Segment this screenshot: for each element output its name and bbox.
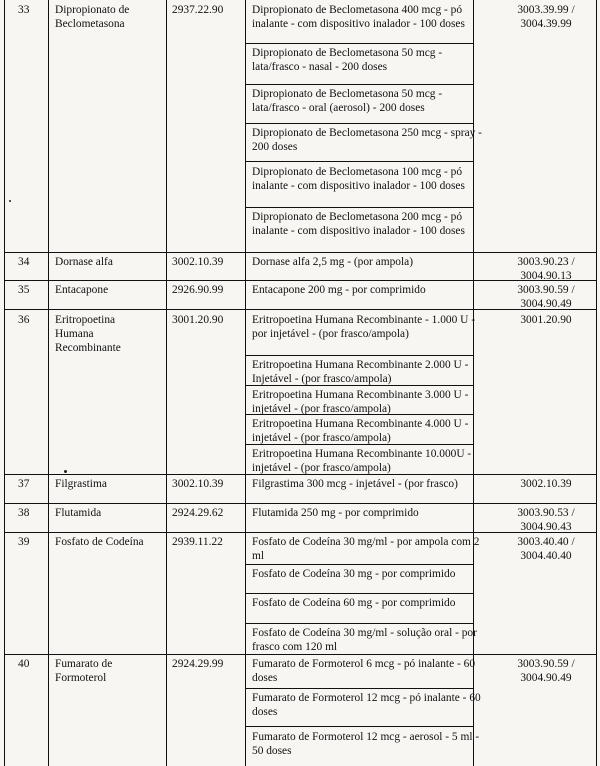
drug-code: 3001.20.90	[172, 314, 224, 326]
drug-code: 2924.29.99	[172, 658, 224, 670]
presentation: Fumarato de Formoterol 6 mcg - pó inalante - 60 doses	[252, 658, 476, 684]
item-separator	[245, 726, 474, 727]
presentation: Fosfato de Codeína 30 mg/ml - solução oral - por frasco com 120 ml	[252, 627, 477, 653]
item-separator	[245, 43, 474, 44]
column-divider	[48, 0, 49, 766]
presentation: Fosfato de Codeína 30 mg - por comprimido	[252, 568, 456, 580]
drug-name: Fosfato de Codeína	[55, 536, 144, 548]
drug-name: Filgrastima	[55, 478, 107, 490]
drug-code: 2926.90.99	[172, 284, 224, 296]
presentation: Dornase alfa 2,5 mg - (por ampola)	[252, 256, 413, 268]
row-number: 34	[18, 256, 30, 268]
presentation: Dipropionato de Beclometasona 400 mcg - pó inalante - com dispositivo inalador - 100 doses	[252, 4, 465, 30]
row-number: 37	[18, 478, 30, 490]
row-separator	[4, 503, 597, 504]
ncm-code: 3003.90.59 / 3004.90.49	[517, 284, 575, 310]
drug-name: Dornase alfa	[55, 256, 113, 268]
drug-name: Eritropoetina Humana Recombinante	[55, 314, 121, 354]
ncm-code: 3003.90.59 / 3004.90.49	[517, 658, 575, 684]
presentation: Eritropoetina Humana Recombinante - 1.000 U - por injetável - (por frasco/ampola)	[252, 314, 476, 340]
item-separator	[245, 688, 474, 689]
presentation: Dipropionato de Beclometasona 50 mcg - lata/frasco - oral (aerosol) - 200 doses	[252, 88, 443, 114]
row-number: 40	[18, 658, 30, 670]
row-number: 33	[18, 4, 30, 16]
presentation: Filgrastima 300 mcg - injetável - (por frasco)	[252, 478, 458, 490]
row-separator	[4, 654, 597, 655]
item-separator	[245, 123, 474, 124]
drug-name: Dipropionato de Beclometasona	[55, 4, 130, 30]
drug-name: Flutamida	[55, 507, 102, 519]
presentation: Fumarato de Formoterol 12 mcg - aerosol - 5 ml - 50 doses	[252, 731, 480, 757]
row-number: 38	[18, 507, 30, 519]
row-number: 35	[18, 284, 30, 296]
scan-speck	[64, 470, 67, 473]
presentation: Fumarato de Formoterol 12 mcg - pó inalante - 60 doses	[252, 692, 481, 718]
item-separator	[245, 593, 474, 594]
ncm-code: 3003.40.40 / 3004.40.40	[517, 536, 575, 562]
presentation: Entacapone 200 mg - por comprimido	[252, 284, 426, 296]
ncm-code: 3003.90.23 / 3004.90.13	[517, 256, 575, 282]
row-separator	[4, 252, 597, 253]
table-border-left	[4, 0, 5, 766]
item-separator	[245, 355, 474, 356]
presentation: Eritropoetina Humana Recombinante 4.000 U - injetável - (por frasco/ampola)	[252, 418, 469, 444]
ncm-code: 3001.20.90	[520, 314, 572, 326]
ncm-code: 3003.39.99 / 3004.39.99	[517, 4, 575, 30]
ncm-code: 3003.90.53 / 3004.90.43	[517, 507, 575, 533]
presentation: Eritropoetina Humana Recombinante 3.000 U - injetável - (por frasco/ampola)	[252, 389, 469, 415]
presentation: Dipropionato de Beclometasona 200 mcg - pó inalante - com dispositivo inalador - 100 doses	[252, 211, 465, 237]
column-divider	[166, 0, 167, 766]
scan-speck	[9, 200, 11, 202]
presentation: Fosfato de Codeína 30 mg/ml - por ampola com 2 ml	[252, 536, 480, 562]
ncm-code: 3002.10.39	[520, 478, 572, 490]
drug-code: 3002.10.39	[172, 256, 224, 268]
drug-name: Fumarato de Formoterol	[55, 658, 113, 684]
presentation: Eritropoetina Humana Recombinante 10.000U - injetável - (por frasco/ampola)	[252, 448, 472, 474]
row-number: 39	[18, 536, 30, 548]
item-separator	[245, 84, 474, 85]
presentation: Eritropoetina Humana Recombinante 2.000 U - Injetável - (por frasco/ampola)	[252, 359, 469, 385]
item-separator	[245, 161, 474, 162]
presentation: Fosfato de Codeína 60 mg - por comprimido	[252, 597, 456, 609]
item-separator	[245, 207, 474, 208]
drug-code: 2924.29.62	[172, 507, 224, 519]
presentation: Dipropionato de Beclometasona 50 mcg - lata/frasco - nasal - 200 doses	[252, 47, 443, 73]
table-border-right	[596, 0, 597, 766]
drug-name: Entacapone	[55, 284, 109, 296]
drug-code: 2937.22.90	[172, 4, 224, 16]
item-separator	[245, 623, 474, 624]
item-separator	[245, 564, 474, 565]
presentation: Flutamida 250 mg - por comprimido	[252, 507, 419, 519]
presentation: Dipropionato de Beclometasona 100 mcg - pó inalante - com dispositivo inalador - 100 doses	[252, 166, 465, 192]
presentation: Dipropionato de Beclometasona 250 mcg - spray - 200 doses	[252, 127, 482, 153]
drug-code: 2939.11.22	[172, 536, 223, 548]
column-divider	[245, 0, 246, 766]
row-number: 36	[18, 314, 30, 326]
drug-code: 3002.10.39	[172, 478, 224, 490]
